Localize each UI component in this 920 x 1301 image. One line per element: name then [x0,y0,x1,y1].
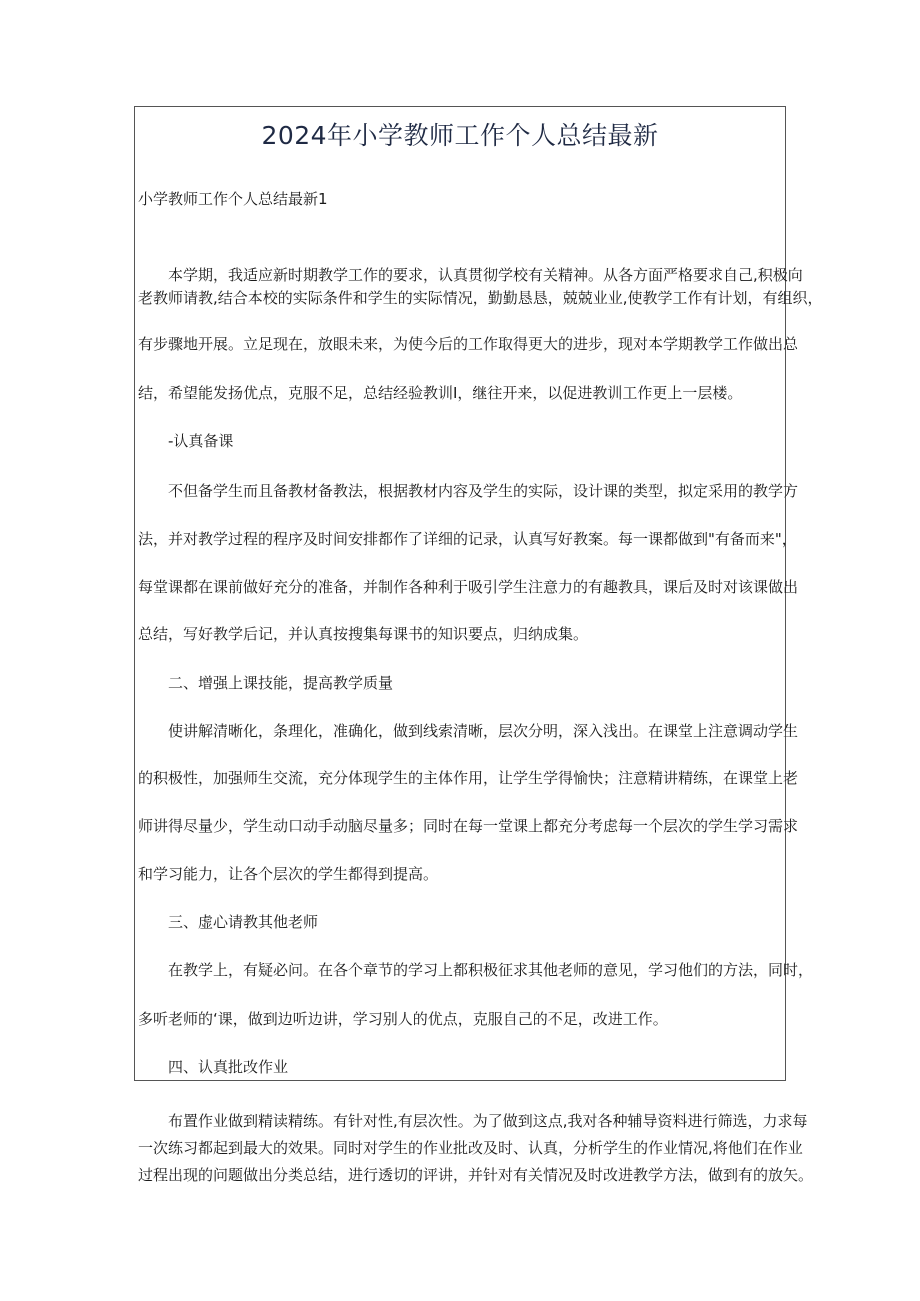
paragraph-line: 结，希望能发扬优点，克服不足，总结经验教训Ⅰ，继往开来，以促进教训工作更上一层楼。 [138,384,743,402]
paragraph-line: 布置作业做到精读精练。有针对性,有层次性。为了做到这点,我对各种辅导资料进行筛选，力求每 [168,1112,808,1130]
paragraph-line: 每堂课都在课前做好充分的准备，并制作各种利于吸引学生注意力的有趣教具，课后及时对该课做出 [138,578,799,596]
section-heading: 三、虚心请教其他老师 [168,913,319,931]
paragraph-line: 不但备学生而且备教材备教法，根据教材内容及学生的实际，设计课的类型，拟定采用的教学方 [168,482,799,500]
paragraph-line: 的积极性，加强师生交流，充分体现学生的主体作用，让学生学得愉快；注意精讲精练，在课堂上老 [138,769,799,787]
paragraph-line: 在教学上，有疑必问。在各个章节的学习上都积极征求其他老师的意见，学习他们的方法，同时， [168,961,814,979]
paragraph-line: 使讲解清晰化，条理化，准确化，做到线索清晰，层次分明，深入浅出。在课堂上注意调动学生 [168,722,799,740]
paragraph-line: 老教师请教,结合本校的实际条件和学生的实际情况，勤勤恳恳，兢兢业业,使教学工作有计划，有组织， [138,289,823,307]
paragraph-line: 一次练习都起到最大的效果。同时对学生的作业批改及时、认真，分析学生的作业情况,将他们在作业 [138,1139,803,1157]
section-subtitle: 小学教师工作个人总结最新1 [138,190,328,208]
paragraph-line: 多听老师的‘课，做到边听边讲，学习别人的优点，克服自己的不足，改进工作。 [138,1010,668,1028]
paragraph-line: 法，并对教学过程的程序及时间安排都作了详细的记录，认真写好教案。每一课都做到"有备而来"， [138,530,797,548]
section-heading: 二、增强上课技能，提高教学质量 [168,674,394,692]
paragraph-line: 过程出现的问题做出分类总结，进行透切的评讲，并针对有关情况及时改进教学方法，做到有的放矢。 [138,1166,814,1184]
document-title: 2024年小学教师工作个人总结最新 [261,121,659,150]
paragraph-line: 总结，写好教学后记，并认真按搜集每课书的知识要点，归纳成集。 [138,625,589,643]
paragraph-line: 本学期，我适应新时期教学工作的要求，认真贯彻学校有关精神。从各方面严格要求自己,积极向 [168,266,803,284]
section-heading: 四、认真批改作业 [168,1058,289,1076]
paragraph-line: 有步骤地开展。立足现在，放眼未来，为使今后的工作取得更大的进步，现对本学期教学工作做出总 [138,335,799,353]
paragraph-line: 和学习能力，让各个层次的学生都得到提高。 [138,865,439,883]
paragraph-line: 师讲得尽量少，学生动口动手动脑尽量多；同时在每一堂课上都充分考虑每一个层次的学生学习需求 [138,817,799,835]
section-heading: -认真备课 [168,432,234,450]
